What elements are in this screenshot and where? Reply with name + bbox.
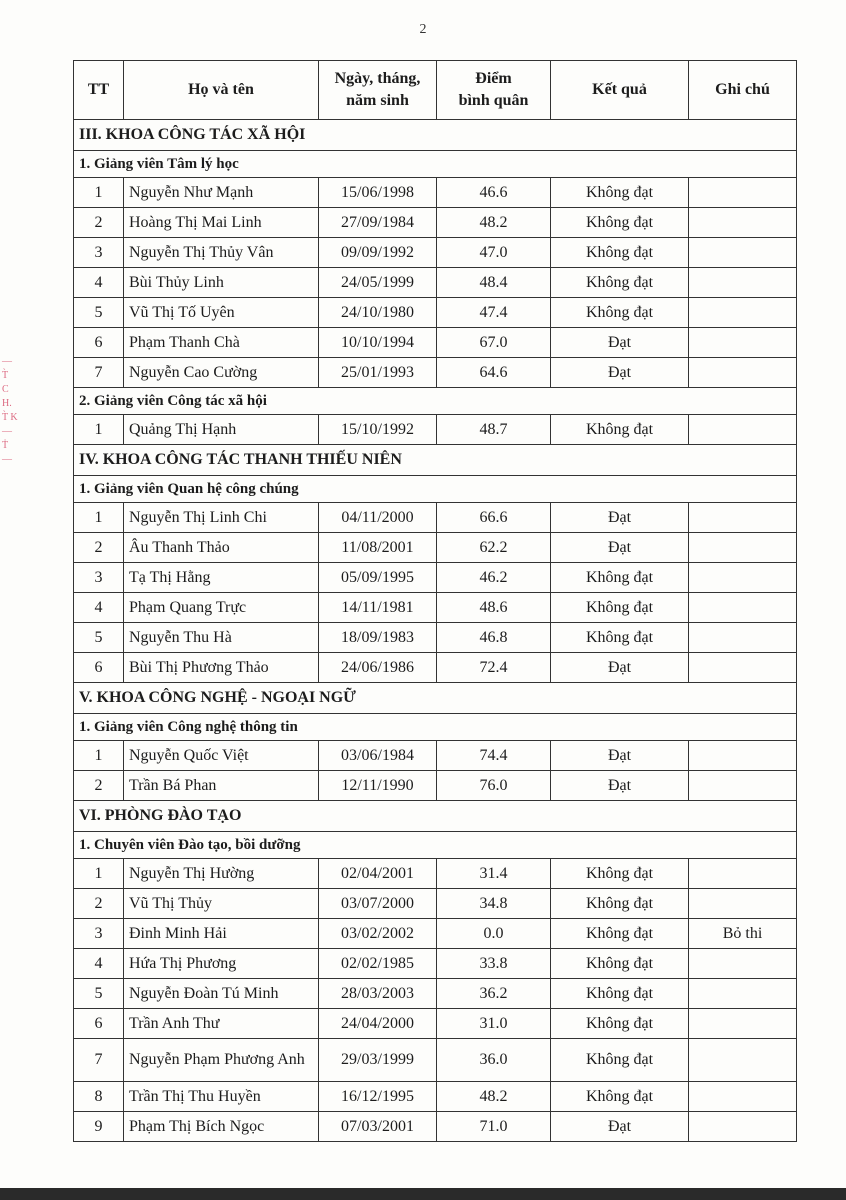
cell-score: 48.2: [437, 208, 551, 238]
section-title: III. KHOA CÔNG TÁC XÃ HỘI: [74, 120, 797, 151]
cell-note: [689, 1082, 797, 1112]
table-body: [74, 120, 797, 1142]
cell-result: Đạt: [551, 1112, 689, 1142]
header-score: [437, 61, 551, 120]
cell-tt: 4: [74, 268, 124, 298]
section-row: [74, 120, 797, 151]
group-title: 1. Chuyên viên Đào tạo, bồi dưỡng: [74, 832, 797, 859]
cell-dob: 03/07/2000: [319, 889, 437, 919]
cell-result: Không đạt: [551, 949, 689, 979]
cell-name: Nguyễn Thị Hường: [124, 859, 319, 889]
cell-result: Không đạt: [551, 593, 689, 623]
group-row: [74, 832, 797, 859]
table-row: [74, 771, 797, 801]
cell-name: Nguyễn Thu Hà: [124, 623, 319, 653]
cell-note: [689, 1009, 797, 1039]
section-row: [74, 683, 797, 714]
cell-name: Nguyễn Đoàn Tú Minh: [124, 979, 319, 1009]
header-note: Ghi chú: [689, 61, 797, 120]
cell-note: [689, 563, 797, 593]
group-title: 1. Giảng viên Công nghệ thông tin: [74, 714, 797, 741]
cell-name: Trần Bá Phan: [124, 771, 319, 801]
cell-name: Quảng Thị Hạnh: [124, 415, 319, 445]
cell-note: Bỏ thi: [689, 919, 797, 949]
cell-dob: 10/10/1994: [319, 328, 437, 358]
cell-note: [689, 593, 797, 623]
cell-tt: 1: [74, 859, 124, 889]
group-title: 1. Giảng viên Tâm lý học: [74, 151, 797, 178]
margin-mark: —: [2, 356, 12, 367]
cell-dob: 18/09/1983: [319, 623, 437, 653]
cell-name: Nguyễn Cao Cường: [124, 358, 319, 388]
table-row: [74, 415, 797, 445]
cell-score: 47.4: [437, 298, 551, 328]
cell-dob: 24/06/1986: [319, 653, 437, 683]
cell-note: [689, 208, 797, 238]
cell-tt: 7: [74, 358, 124, 388]
margin-mark: Ṫ: [2, 440, 9, 451]
table-row: [74, 1082, 797, 1112]
cell-note: [689, 623, 797, 653]
cell-result: Đạt: [551, 358, 689, 388]
cell-name: Đinh Minh Hải: [124, 919, 319, 949]
table-row: [74, 919, 797, 949]
cell-dob: 12/11/1990: [319, 771, 437, 801]
cell-score: 48.4: [437, 268, 551, 298]
table-row: [74, 533, 797, 563]
cell-name: Vũ Thị Tố Uyên: [124, 298, 319, 328]
cell-name: Nguyễn Phạm Phương Anh: [124, 1039, 319, 1082]
margin-mark: T̀: [2, 370, 9, 381]
cell-score: 46.2: [437, 563, 551, 593]
cell-tt: 9: [74, 1112, 124, 1142]
table-row: [74, 298, 797, 328]
header-tt: TT: [74, 61, 124, 120]
cell-note: [689, 1112, 797, 1142]
scan-bottom-edge: [0, 1188, 846, 1200]
cell-score: 66.6: [437, 503, 551, 533]
cell-result: Đạt: [551, 503, 689, 533]
header-result: Kết quả: [551, 61, 689, 120]
cell-score: 34.8: [437, 889, 551, 919]
cell-name: Nguyễn Như Mạnh: [124, 178, 319, 208]
cell-dob: 03/06/1984: [319, 741, 437, 771]
cell-note: [689, 268, 797, 298]
cell-score: 74.4: [437, 741, 551, 771]
cell-score: 47.0: [437, 238, 551, 268]
cell-dob: 11/08/2001: [319, 533, 437, 563]
group-title: 1. Giảng viên Quan hệ công chúng: [74, 476, 797, 503]
cell-dob: 07/03/2001: [319, 1112, 437, 1142]
section-row: [74, 801, 797, 832]
cell-note: [689, 328, 797, 358]
table-row: [74, 949, 797, 979]
table-row: [74, 623, 797, 653]
cell-result: Không đạt: [551, 208, 689, 238]
cell-tt: 2: [74, 208, 124, 238]
cell-dob: 15/10/1992: [319, 415, 437, 445]
margin-stamp-marks: [2, 355, 28, 505]
cell-name: Hoàng Thị Mai Linh: [124, 208, 319, 238]
table-row: [74, 1039, 797, 1082]
cell-tt: 5: [74, 623, 124, 653]
cell-note: [689, 358, 797, 388]
table-row: [74, 593, 797, 623]
cell-name: Hứa Thị Phương: [124, 949, 319, 979]
cell-score: 64.6: [437, 358, 551, 388]
cell-result: Không đạt: [551, 298, 689, 328]
cell-score: 72.4: [437, 653, 551, 683]
page-number: 2: [419, 22, 427, 37]
cell-note: [689, 949, 797, 979]
cell-result: Không đạt: [551, 238, 689, 268]
table-row: [74, 653, 797, 683]
table-row: [74, 268, 797, 298]
table-row: [74, 741, 797, 771]
cell-note: [689, 889, 797, 919]
header-name: Họ và tên: [124, 61, 319, 120]
cell-result: Không đạt: [551, 415, 689, 445]
cell-tt: 6: [74, 653, 124, 683]
cell-score: 36.0: [437, 1039, 551, 1082]
cell-name: Phạm Thị Bích Ngọc: [124, 1112, 319, 1142]
cell-note: [689, 533, 797, 563]
cell-dob: 09/09/1992: [319, 238, 437, 268]
margin-mark: T̀ K: [2, 412, 18, 423]
cell-name: Bùi Thủy Linh: [124, 268, 319, 298]
group-row: [74, 388, 797, 415]
margin-mark: —: [2, 426, 12, 437]
table-row: [74, 1112, 797, 1142]
cell-result: Không đạt: [551, 1039, 689, 1082]
margin-mark: H.: [2, 398, 12, 409]
section-row: [74, 445, 797, 476]
cell-tt: 5: [74, 298, 124, 328]
cell-dob: 02/02/1985: [319, 949, 437, 979]
header-score-line2: bình quân: [458, 92, 529, 109]
cell-score: 46.8: [437, 623, 551, 653]
cell-dob: 14/11/1981: [319, 593, 437, 623]
cell-name: Bùi Thị Phương Thảo: [124, 653, 319, 683]
cell-tt: 7: [74, 1039, 124, 1082]
table-row: [74, 503, 797, 533]
cell-dob: 25/01/1993: [319, 358, 437, 388]
cell-tt: 1: [74, 741, 124, 771]
header-dob-line1: Ngày, tháng,: [334, 70, 421, 87]
cell-dob: 24/10/1980: [319, 298, 437, 328]
section-title: IV. KHOA CÔNG TÁC THANH THIẾU NIÊN: [74, 445, 797, 476]
cell-note: [689, 741, 797, 771]
cell-dob: 24/04/2000: [319, 1009, 437, 1039]
cell-note: [689, 653, 797, 683]
cell-tt: 4: [74, 593, 124, 623]
cell-tt: 1: [74, 178, 124, 208]
header-score-line1: Điểm: [475, 70, 512, 87]
margin-mark: —: [2, 454, 12, 465]
cell-dob: 28/03/2003: [319, 979, 437, 1009]
cell-result: Không đạt: [551, 623, 689, 653]
cell-result: Không đạt: [551, 1009, 689, 1039]
cell-result: Không đạt: [551, 563, 689, 593]
cell-name: Nguyễn Quốc Việt: [124, 741, 319, 771]
cell-score: 48.7: [437, 415, 551, 445]
cell-result: Không đạt: [551, 268, 689, 298]
cell-name: Âu Thanh Thảo: [124, 533, 319, 563]
cell-tt: 3: [74, 919, 124, 949]
cell-dob: 16/12/1995: [319, 1082, 437, 1112]
cell-result: Không đạt: [551, 979, 689, 1009]
section-title: V. KHOA CÔNG NGHỆ - NGOẠI NGỮ: [74, 683, 797, 714]
cell-result: Đạt: [551, 741, 689, 771]
cell-result: Đạt: [551, 328, 689, 358]
table-row: [74, 889, 797, 919]
cell-result: Không đạt: [551, 1082, 689, 1112]
cell-dob: 03/02/2002: [319, 919, 437, 949]
cell-result: Không đạt: [551, 859, 689, 889]
cell-score: 36.2: [437, 979, 551, 1009]
exam-results-table: [73, 60, 797, 1142]
cell-result: Đạt: [551, 533, 689, 563]
cell-tt: 3: [74, 238, 124, 268]
header-dob: [319, 61, 437, 120]
table-header: [74, 61, 797, 120]
cell-score: 33.8: [437, 949, 551, 979]
cell-tt: 6: [74, 328, 124, 358]
cell-name: Phạm Thanh Chà: [124, 328, 319, 358]
cell-tt: 1: [74, 415, 124, 445]
cell-result: Đạt: [551, 771, 689, 801]
cell-name: Phạm Quang Trực: [124, 593, 319, 623]
table-row: [74, 178, 797, 208]
cell-score: 31.4: [437, 859, 551, 889]
table-row: [74, 358, 797, 388]
cell-dob: 27/09/1984: [319, 208, 437, 238]
cell-result: Không đạt: [551, 178, 689, 208]
table-row: [74, 238, 797, 268]
cell-dob: 29/03/1999: [319, 1039, 437, 1082]
cell-score: 46.6: [437, 178, 551, 208]
cell-dob: 05/09/1995: [319, 563, 437, 593]
cell-tt: 2: [74, 771, 124, 801]
cell-score: 71.0: [437, 1112, 551, 1142]
cell-dob: 24/05/1999: [319, 268, 437, 298]
cell-dob: 04/11/2000: [319, 503, 437, 533]
cell-name: Trần Thị Thu Huyền: [124, 1082, 319, 1112]
table-row: [74, 859, 797, 889]
cell-tt: 2: [74, 533, 124, 563]
cell-result: Không đạt: [551, 889, 689, 919]
cell-name: Trần Anh Thư: [124, 1009, 319, 1039]
cell-note: [689, 979, 797, 1009]
group-row: [74, 476, 797, 503]
cell-result: Đạt: [551, 653, 689, 683]
cell-note: [689, 503, 797, 533]
cell-name: Tạ Thị Hằng: [124, 563, 319, 593]
group-title: 2. Giảng viên Công tác xã hội: [74, 388, 797, 415]
cell-tt: 4: [74, 949, 124, 979]
group-row: [74, 151, 797, 178]
cell-tt: 2: [74, 889, 124, 919]
cell-dob: 15/06/1998: [319, 178, 437, 208]
cell-score: 62.2: [437, 533, 551, 563]
cell-note: [689, 238, 797, 268]
cell-tt: 5: [74, 979, 124, 1009]
cell-score: 67.0: [437, 328, 551, 358]
margin-mark: C: [2, 384, 9, 395]
cell-note: [689, 1039, 797, 1082]
header-dob-line2: năm sinh: [346, 92, 409, 109]
cell-note: [689, 771, 797, 801]
cell-dob: 02/04/2001: [319, 859, 437, 889]
cell-score: 0.0: [437, 919, 551, 949]
cell-result: Không đạt: [551, 919, 689, 949]
section-title: VI. PHÒNG ĐÀO TẠO: [74, 801, 797, 832]
table-row: [74, 328, 797, 358]
group-row: [74, 714, 797, 741]
table-row: [74, 979, 797, 1009]
cell-score: 76.0: [437, 771, 551, 801]
cell-name: Nguyễn Thị Thủy Vân: [124, 238, 319, 268]
cell-name: Vũ Thị Thủy: [124, 889, 319, 919]
table-row: [74, 1009, 797, 1039]
cell-tt: 8: [74, 1082, 124, 1112]
cell-score: 48.2: [437, 1082, 551, 1112]
cell-tt: 3: [74, 563, 124, 593]
cell-note: [689, 859, 797, 889]
cell-score: 48.6: [437, 593, 551, 623]
cell-tt: 1: [74, 503, 124, 533]
table-row: [74, 208, 797, 238]
table-row: [74, 563, 797, 593]
cell-note: [689, 178, 797, 208]
cell-note: [689, 298, 797, 328]
cell-tt: 6: [74, 1009, 124, 1039]
cell-note: [689, 415, 797, 445]
cell-score: 31.0: [437, 1009, 551, 1039]
cell-name: Nguyễn Thị Linh Chi: [124, 503, 319, 533]
